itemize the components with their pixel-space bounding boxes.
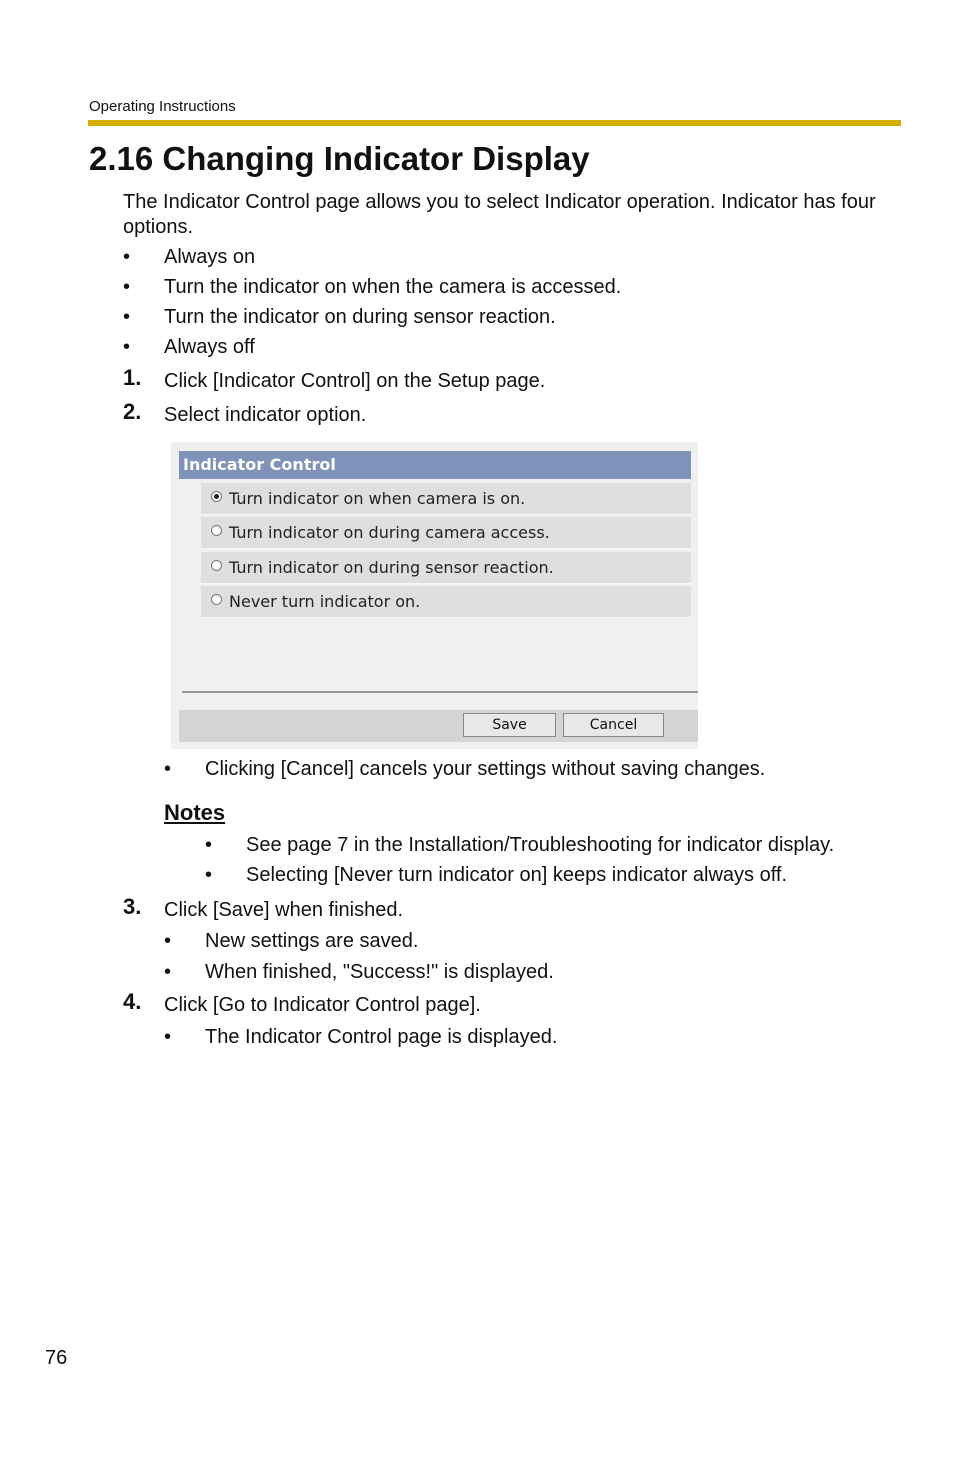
- radio-icon[interactable]: [211, 525, 222, 536]
- radio-icon[interactable]: [211, 560, 222, 571]
- list-item-text: Clicking [Cancel] cancels your settings without saving changes.: [205, 758, 766, 780]
- bullet-dot: •: [205, 864, 213, 886]
- button-bar: [179, 710, 698, 742]
- option-row[interactable]: [201, 483, 691, 515]
- bullet-dot: •: [164, 1026, 172, 1048]
- step-number: 4.: [123, 989, 142, 1014]
- bullet-dot: •: [123, 306, 131, 328]
- list-item-text: New settings are saved.: [205, 930, 419, 952]
- bullet-dot: •: [123, 246, 131, 268]
- option-label: Turn indicator on during camera access.: [229, 523, 550, 542]
- step-text: Select indicator option.: [164, 404, 367, 426]
- step-text: Click [Go to Indicator Control page].: [164, 994, 481, 1016]
- option-row[interactable]: [201, 517, 691, 549]
- list-item-text: Always off: [164, 336, 255, 358]
- list-item-text: Selecting [Never turn indicator on] keeps indicator always off.: [246, 864, 788, 886]
- step-text: Click [Save] when finished.: [164, 899, 404, 921]
- list-item-text: Turn the indicator on when the camera is accessed.: [164, 276, 622, 298]
- option-row[interactable]: [201, 552, 691, 584]
- option-label: Turn indicator on when camera is on.: [229, 489, 526, 508]
- bullet-dot: •: [164, 930, 172, 952]
- list-item-text: See page 7 in the Installation/Troubleshooting for indicator display.: [246, 834, 835, 856]
- indicator-control-screenshot: [171, 442, 698, 749]
- panel-title: Indicator Control: [183, 455, 336, 474]
- step-text: Click [Indicator Control] on the Setup page.: [164, 370, 546, 392]
- step-number: 3.: [123, 894, 142, 919]
- option-label: Turn indicator on during sensor reaction.: [229, 558, 554, 577]
- header-rule: [88, 120, 901, 126]
- radio-selected-icon[interactable]: [211, 491, 222, 502]
- step-number: 2.: [123, 399, 142, 424]
- save-button[interactable]: Save: [463, 713, 556, 737]
- cancel-button[interactable]: Cancel: [563, 713, 664, 737]
- notes-heading: Notes: [164, 800, 226, 825]
- step-number: 1.: [123, 365, 142, 390]
- section-title: 2.16 Changing Indicator Display: [89, 140, 590, 177]
- bullet-dot: •: [164, 961, 172, 983]
- list-item-text: The Indicator Control page is displayed.: [205, 1026, 558, 1048]
- list-item-text: Always on: [164, 246, 256, 268]
- option-label: Never turn indicator on.: [229, 592, 421, 611]
- intro-paragraph: The Indicator Control page allows you to select Indicator operation. Indicator has four options.: [123, 191, 876, 238]
- divider: [182, 691, 698, 693]
- list-item-text: Turn the indicator on during sensor reaction.: [164, 306, 556, 328]
- page-number: 76: [45, 1347, 68, 1369]
- bullet-dot: •: [123, 276, 131, 298]
- panel-header: [179, 451, 691, 479]
- bullet-dot: •: [123, 336, 131, 358]
- list-item-text: When finished, "Success!" is displayed.: [205, 961, 554, 983]
- bullet-dot: •: [164, 758, 172, 780]
- radio-icon[interactable]: [211, 594, 222, 605]
- option-row[interactable]: [201, 586, 691, 618]
- running-header: Operating Instructions: [89, 98, 236, 115]
- bullet-dot: •: [205, 834, 213, 856]
